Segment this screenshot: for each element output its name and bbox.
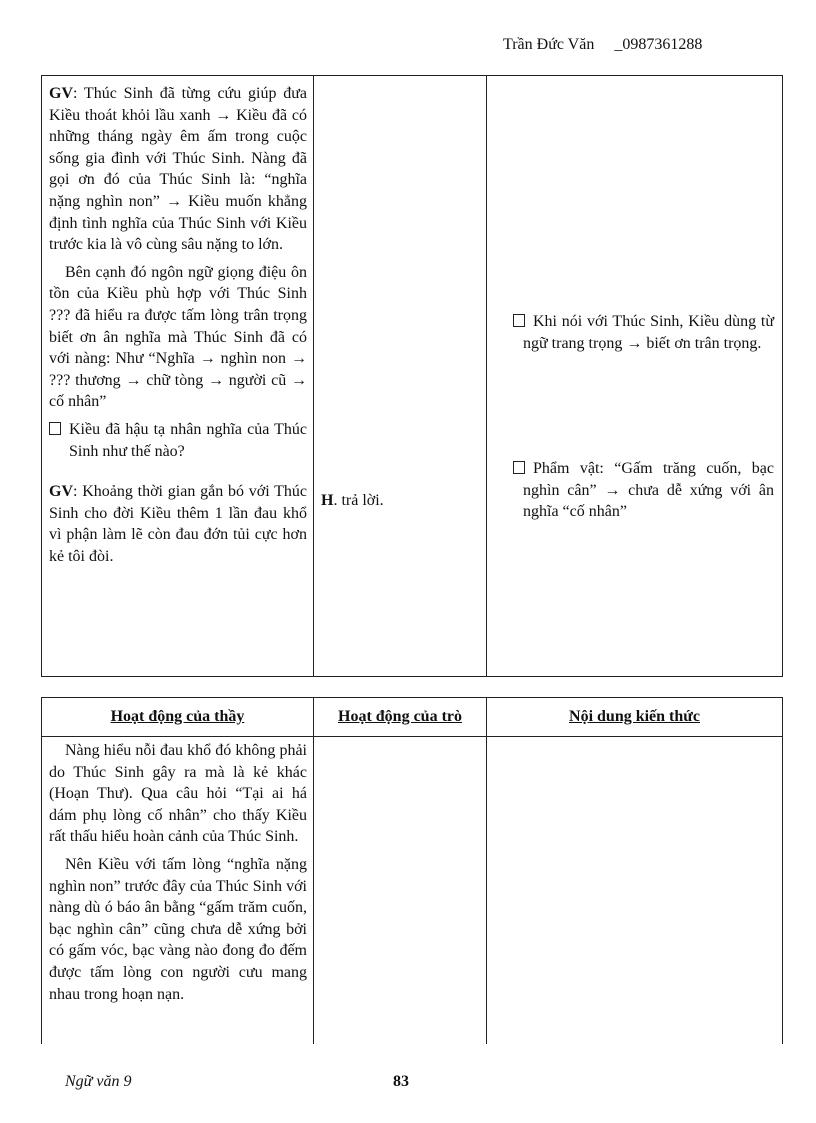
teacher-paragraph-3: GV: Khoảng thời gian gắn bó với Thúc Sinh cho đời Kiều thêm 1 lần đau khổ vì phận làm lẽ còn đau đớn tủi cực hơn kẻ tôi đòi. — [49, 483, 307, 565]
header-student-activity: Hoạt động của trò — [314, 698, 487, 737]
phone-number: _0987361288 — [614, 36, 703, 53]
lesson-table — [41, 697, 783, 1044]
teacher-activity-cell — [42, 737, 314, 1045]
header-knowledge-content: Nội dung kiến thức — [487, 698, 783, 737]
knowledge-item-2: Phẩm vật: “Gấm trăng cuốn, bạc nghìn cân” → chưa dễ xứng với ân nghĩa “cố nhân” — [487, 458, 782, 523]
teacher-paragraph-1: Nàng hiểu nỗi đau khổ đó không phải do Thúc Sinh gây ra mà là kẻ khác (Hoạn Thư). Qua câu hỏi “Tại ai há dám phụ lòng cố nhân” cho thấy Kiều rất thấu hiểu hoàn cảnh của Thúc Sinh. — [49, 742, 307, 846]
teacher-question: Kiều đã hậu tạ nhân nghĩa của Thúc Sinh như thế nào? — [42, 419, 313, 462]
knowledge-content-cell — [487, 737, 783, 1045]
page-header — [503, 36, 702, 54]
lesson-table-continued — [41, 75, 783, 677]
student-activity-cell — [314, 76, 487, 677]
table-header-row — [42, 698, 783, 737]
checkbox-bullet-icon — [49, 422, 61, 435]
author-name: Trần Đức Văn — [503, 36, 595, 53]
checkbox-bullet-icon — [513, 461, 525, 474]
teacher-activity-cell — [42, 76, 314, 677]
knowledge-item-1: Khi nói với Thúc Sinh, Kiều dùng từ ngữ trang trọng → biết ơn trân trọng. — [487, 311, 782, 354]
header-teacher-activity: Hoạt động của thầy — [42, 698, 314, 737]
table-row — [42, 737, 783, 1045]
checkbox-bullet-icon — [513, 314, 525, 327]
knowledge-content-cell — [487, 76, 783, 677]
subject-label: Ngữ văn 9 — [65, 1073, 132, 1090]
student-activity-cell — [314, 737, 487, 1045]
page-number: 83 — [393, 1073, 409, 1090]
teacher-paragraph-2: Nên Kiều với tấm lòng “nghĩa nặng nghìn non” trước đây của Thúc Sinh với nàng dù ó báo ân bằng “gấm trăm cuốn, bạc nghìn cân” cũng chưa dễ xứng bởi có gấm vóc, bạc vàng nào đong đo đếm được tấm lòng con người cưu mang nhau trong hoạn nạn. — [49, 855, 307, 1003]
teacher-paragraph-2: Bên cạnh đó ngôn ngữ giọng điệu ôn tồn của Kiều phù hợp với Thúc Sinh ??? đã hiểu ra được tấm lòng trân trọng biết ơn ân nghĩa mà Thúc Sinh đã có với nàng: Như “Nghĩa → nghìn non → ??? thương → chữ tòng → người cũ → cố nhân” — [49, 263, 307, 411]
teacher-paragraph-1: GV: Thúc Sinh đã từng cứu giúp đưa Kiều thoát khỏi lầu xanh → Kiều đã có những tháng ngày êm ấm trong cuộc sống gia đình với Thúc Sinh. Nàng đã gọi ơn đó của Thúc Sinh là: “nghĩa nặng nghìn non” → Kiều muốn khẳng định tình nghĩa của Thúc Sinh với Kiều trước kia là vô cùng sâu nặng to lớn. — [49, 85, 307, 254]
table-row — [42, 76, 783, 677]
student-answer: H. trả lời. — [321, 492, 384, 509]
